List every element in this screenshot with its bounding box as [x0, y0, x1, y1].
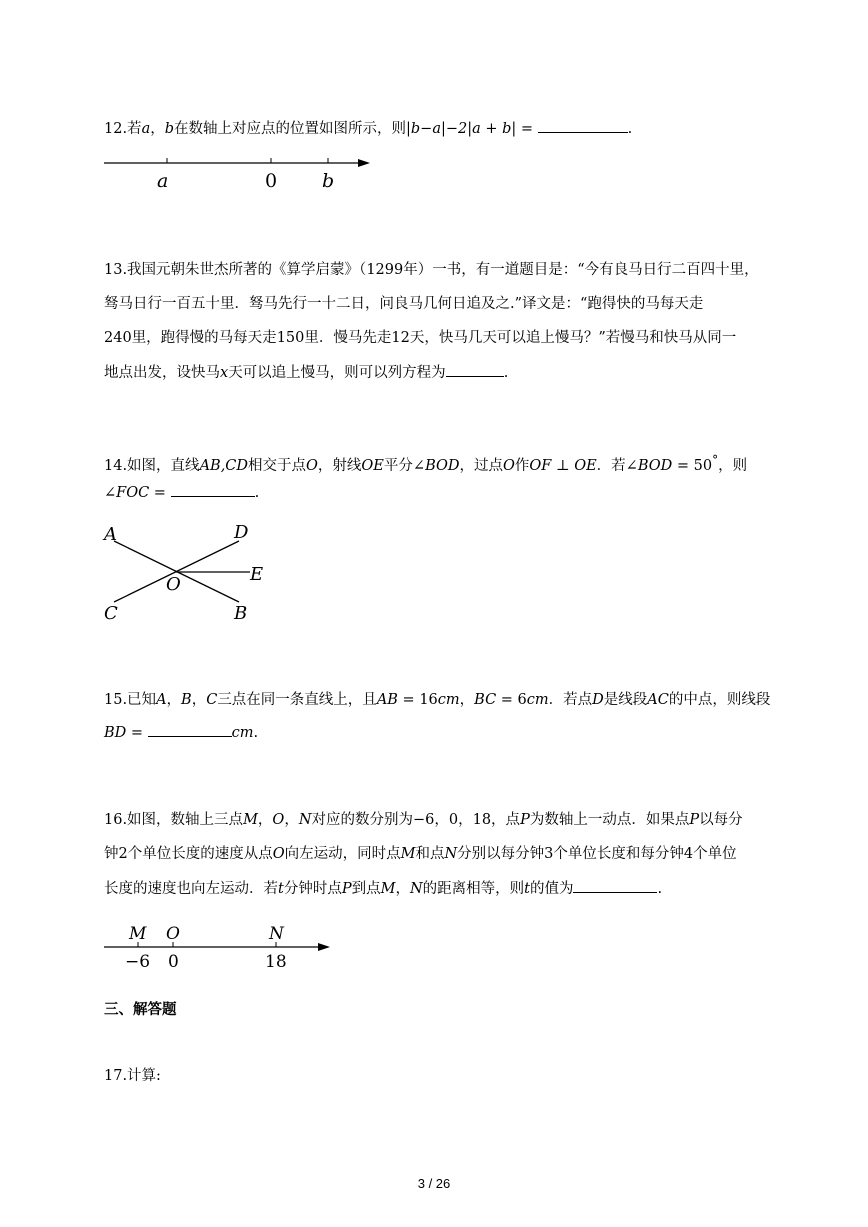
q16-text: 分钟时点 — [283, 881, 342, 897]
point-label-E: E — [250, 564, 264, 585]
q13-text: 地点出发，设快马 — [104, 365, 220, 381]
q14-var: BOD — [637, 457, 673, 474]
q16-var: M — [400, 846, 416, 862]
answer-blank — [446, 362, 504, 377]
q16-var: t — [524, 881, 530, 897]
question-13-line-2 — [104, 294, 703, 314]
axis-label-b: b — [322, 170, 335, 192]
q15-text: 是线段 — [603, 692, 648, 708]
q12-text: 在数轴上对应点的位置如图所示，则 — [174, 121, 407, 137]
q16-text: 个单位长度和每分钟 — [553, 846, 684, 862]
q14-text: 相交于点 — [248, 457, 307, 474]
question-15-line-1 — [104, 690, 770, 710]
q16-text: 分别以每分钟 — [457, 846, 545, 862]
q16-text: 钟 — [104, 846, 119, 862]
answer-blank — [171, 482, 255, 497]
question-13-line-4 — [104, 362, 508, 383]
q15-var: AC — [647, 692, 669, 708]
q15-var: AB — [376, 692, 398, 708]
axis-label-a: a — [157, 170, 169, 192]
q15-text: ， — [459, 692, 475, 708]
question-17: 17.计算: — [104, 1068, 161, 1084]
q14-text: ，射线 — [317, 457, 362, 474]
answer-blank — [148, 722, 232, 737]
q13-text: 年）一书，有一道题目是：“今有良马日行二百四十里， — [403, 262, 759, 278]
answer-blank — [573, 878, 657, 893]
q15-unit: cm — [437, 692, 460, 708]
q14-text: ∠ — [104, 485, 117, 501]
q16-var: N — [298, 812, 312, 828]
question-16-line-2 — [104, 844, 737, 864]
q14-var: O — [306, 457, 318, 474]
q14-var: OF ⊥ OE — [529, 457, 597, 474]
number-line-figure-q12 — [100, 150, 380, 195]
q13-num: 240 — [104, 330, 132, 346]
question-14-line-2 — [104, 482, 259, 503]
q15-var: BC — [474, 692, 497, 708]
question-12 — [104, 118, 632, 139]
q14-var: AB,CD — [199, 457, 249, 474]
q15-text: ， — [191, 692, 207, 708]
q15-var: D — [592, 692, 604, 708]
question-13-line-1 — [104, 260, 759, 280]
q13-text: 里．慢马先走 — [304, 330, 392, 346]
q14-var: FOC — [116, 485, 150, 501]
q16-var: P — [689, 812, 700, 828]
axis-value-0: 0 — [168, 952, 179, 972]
point-label-D: D — [234, 522, 249, 543]
point-label-B: B — [234, 603, 248, 624]
q15-end: . — [253, 725, 259, 741]
q16-text: ， — [395, 881, 410, 897]
axis-label-N: N — [269, 924, 284, 944]
var-x: x — [220, 365, 229, 381]
q16-end: . — [657, 881, 663, 897]
var-a: a — [141, 121, 151, 137]
q13-num: 12 — [391, 330, 410, 346]
q14-text: 平分∠ — [383, 457, 426, 474]
q16-text: 个单位 — [693, 846, 737, 862]
q13-text: 天，快马几天可以追上慢马？”若慢马和快马从同一 — [409, 330, 737, 346]
q13-text: 里，跑得慢的马每天走 — [131, 330, 277, 346]
q16-text: 的距离相等，则 — [422, 881, 525, 897]
q15-text: ．若点 — [548, 692, 593, 708]
axis-value-18: 18 — [265, 952, 287, 972]
q14-text: = — [149, 485, 171, 501]
q16-var: t — [278, 881, 284, 897]
question-13-line-3 — [104, 328, 736, 348]
q15-unit: cm — [231, 725, 254, 741]
q15-unit: cm — [526, 692, 549, 708]
var-b: b — [164, 121, 175, 137]
q13-text: 天可以追上慢马，则可以列方程为 — [228, 365, 446, 381]
q16-text: 以每分 — [699, 812, 743, 828]
q14-text: = 50 — [672, 457, 713, 474]
q16-var: N — [409, 881, 423, 897]
q16-text: 到点 — [351, 881, 381, 897]
axis-label-M: M — [129, 924, 147, 944]
q16-text: ， — [257, 812, 273, 828]
q13-year: 1299 — [366, 262, 404, 278]
q12-text: 12.若 — [104, 121, 142, 137]
q14-text: ，过点 — [459, 457, 503, 474]
q16-var: P — [341, 881, 352, 897]
q14-end: . — [254, 485, 260, 501]
axis-label-O: O — [166, 924, 180, 944]
q13-text: 13.我国元朝朱世杰所著的《算学启蒙》（ — [104, 262, 367, 278]
q12-expression: |b−a|−2|a + b| = — [406, 121, 538, 137]
q16-text: 和点 — [415, 846, 445, 862]
q16-var: O — [272, 846, 285, 862]
point-label-C: C — [104, 603, 118, 624]
q12-sep: ， — [150, 121, 165, 137]
q15-var: A — [156, 692, 167, 708]
q16-text: 16.如图，数轴上三点 — [104, 812, 244, 828]
q16-text: 个单位长度的速度从点 — [127, 846, 273, 862]
question-15-line-2 — [104, 722, 258, 743]
number-line-figure-q16 — [100, 920, 340, 972]
q16-var: M — [243, 812, 258, 828]
q16-var: P — [520, 812, 530, 828]
q15-text: 的中点，则线段 — [668, 692, 771, 708]
q16-text: 的值为 — [529, 881, 574, 897]
q16-text: 为数轴上一动点．如果点 — [529, 812, 690, 828]
point-label-A: A — [104, 524, 117, 545]
q13-text: 驽马日行一百五十里．驽马先行一十二日，问良马几何日追及之.”译文是：“跑得快的马每天走 — [104, 296, 704, 312]
q15-text: = 6 — [496, 692, 527, 708]
q16-num: 2 — [118, 846, 128, 862]
q16-num: 4 — [683, 846, 694, 862]
q14-var: O — [503, 457, 515, 474]
q14-text: 作 — [514, 457, 530, 474]
q15-var: C — [206, 692, 218, 708]
q12-end: . — [627, 121, 633, 137]
q14-var: OE — [361, 457, 384, 474]
q15-text: 三点在同一条直线上，且 — [217, 692, 377, 708]
degree-symbol: ° — [712, 453, 719, 467]
q16-text: 对应的数分别为−6，0，18，点 — [311, 812, 521, 828]
q16-text: 长度的速度也向左运动．若 — [104, 881, 278, 897]
q15-text: = — [126, 725, 148, 741]
q15-text: ， — [166, 692, 182, 708]
question-16-line-3 — [104, 878, 662, 899]
question-16-line-1 — [104, 810, 743, 830]
q16-var: N — [444, 846, 458, 862]
q14-text: ，则 — [718, 457, 748, 474]
q14-text: 14.如图，直线 — [104, 457, 200, 474]
question-14-line-1 — [104, 450, 747, 476]
section-heading: 三、解答题 — [104, 1002, 177, 1018]
intersecting-lines-figure-q14 — [100, 518, 270, 630]
q15-var: B — [181, 692, 192, 708]
axis-label-0: 0 — [265, 170, 278, 192]
q15-text: 15.已知 — [104, 692, 157, 708]
q13-num: 150 — [276, 330, 305, 346]
q15-var: BD — [104, 725, 127, 741]
q16-text: ， — [284, 812, 299, 828]
answer-blank — [538, 118, 628, 133]
page-number: 3 / 26 — [417, 1176, 451, 1191]
q14-var: BOD — [425, 457, 460, 474]
q16-var: O — [272, 812, 285, 828]
q15-text: = 16 — [397, 692, 438, 708]
q13-end: . — [503, 365, 509, 381]
q16-text: 向左运动，同时点 — [284, 846, 401, 862]
q16-var: M — [380, 881, 396, 897]
point-label-O: O — [166, 574, 181, 595]
q14-text: ．若∠ — [596, 457, 638, 474]
q16-num: 3 — [544, 846, 554, 862]
axis-value-neg6: −6 — [125, 952, 151, 972]
